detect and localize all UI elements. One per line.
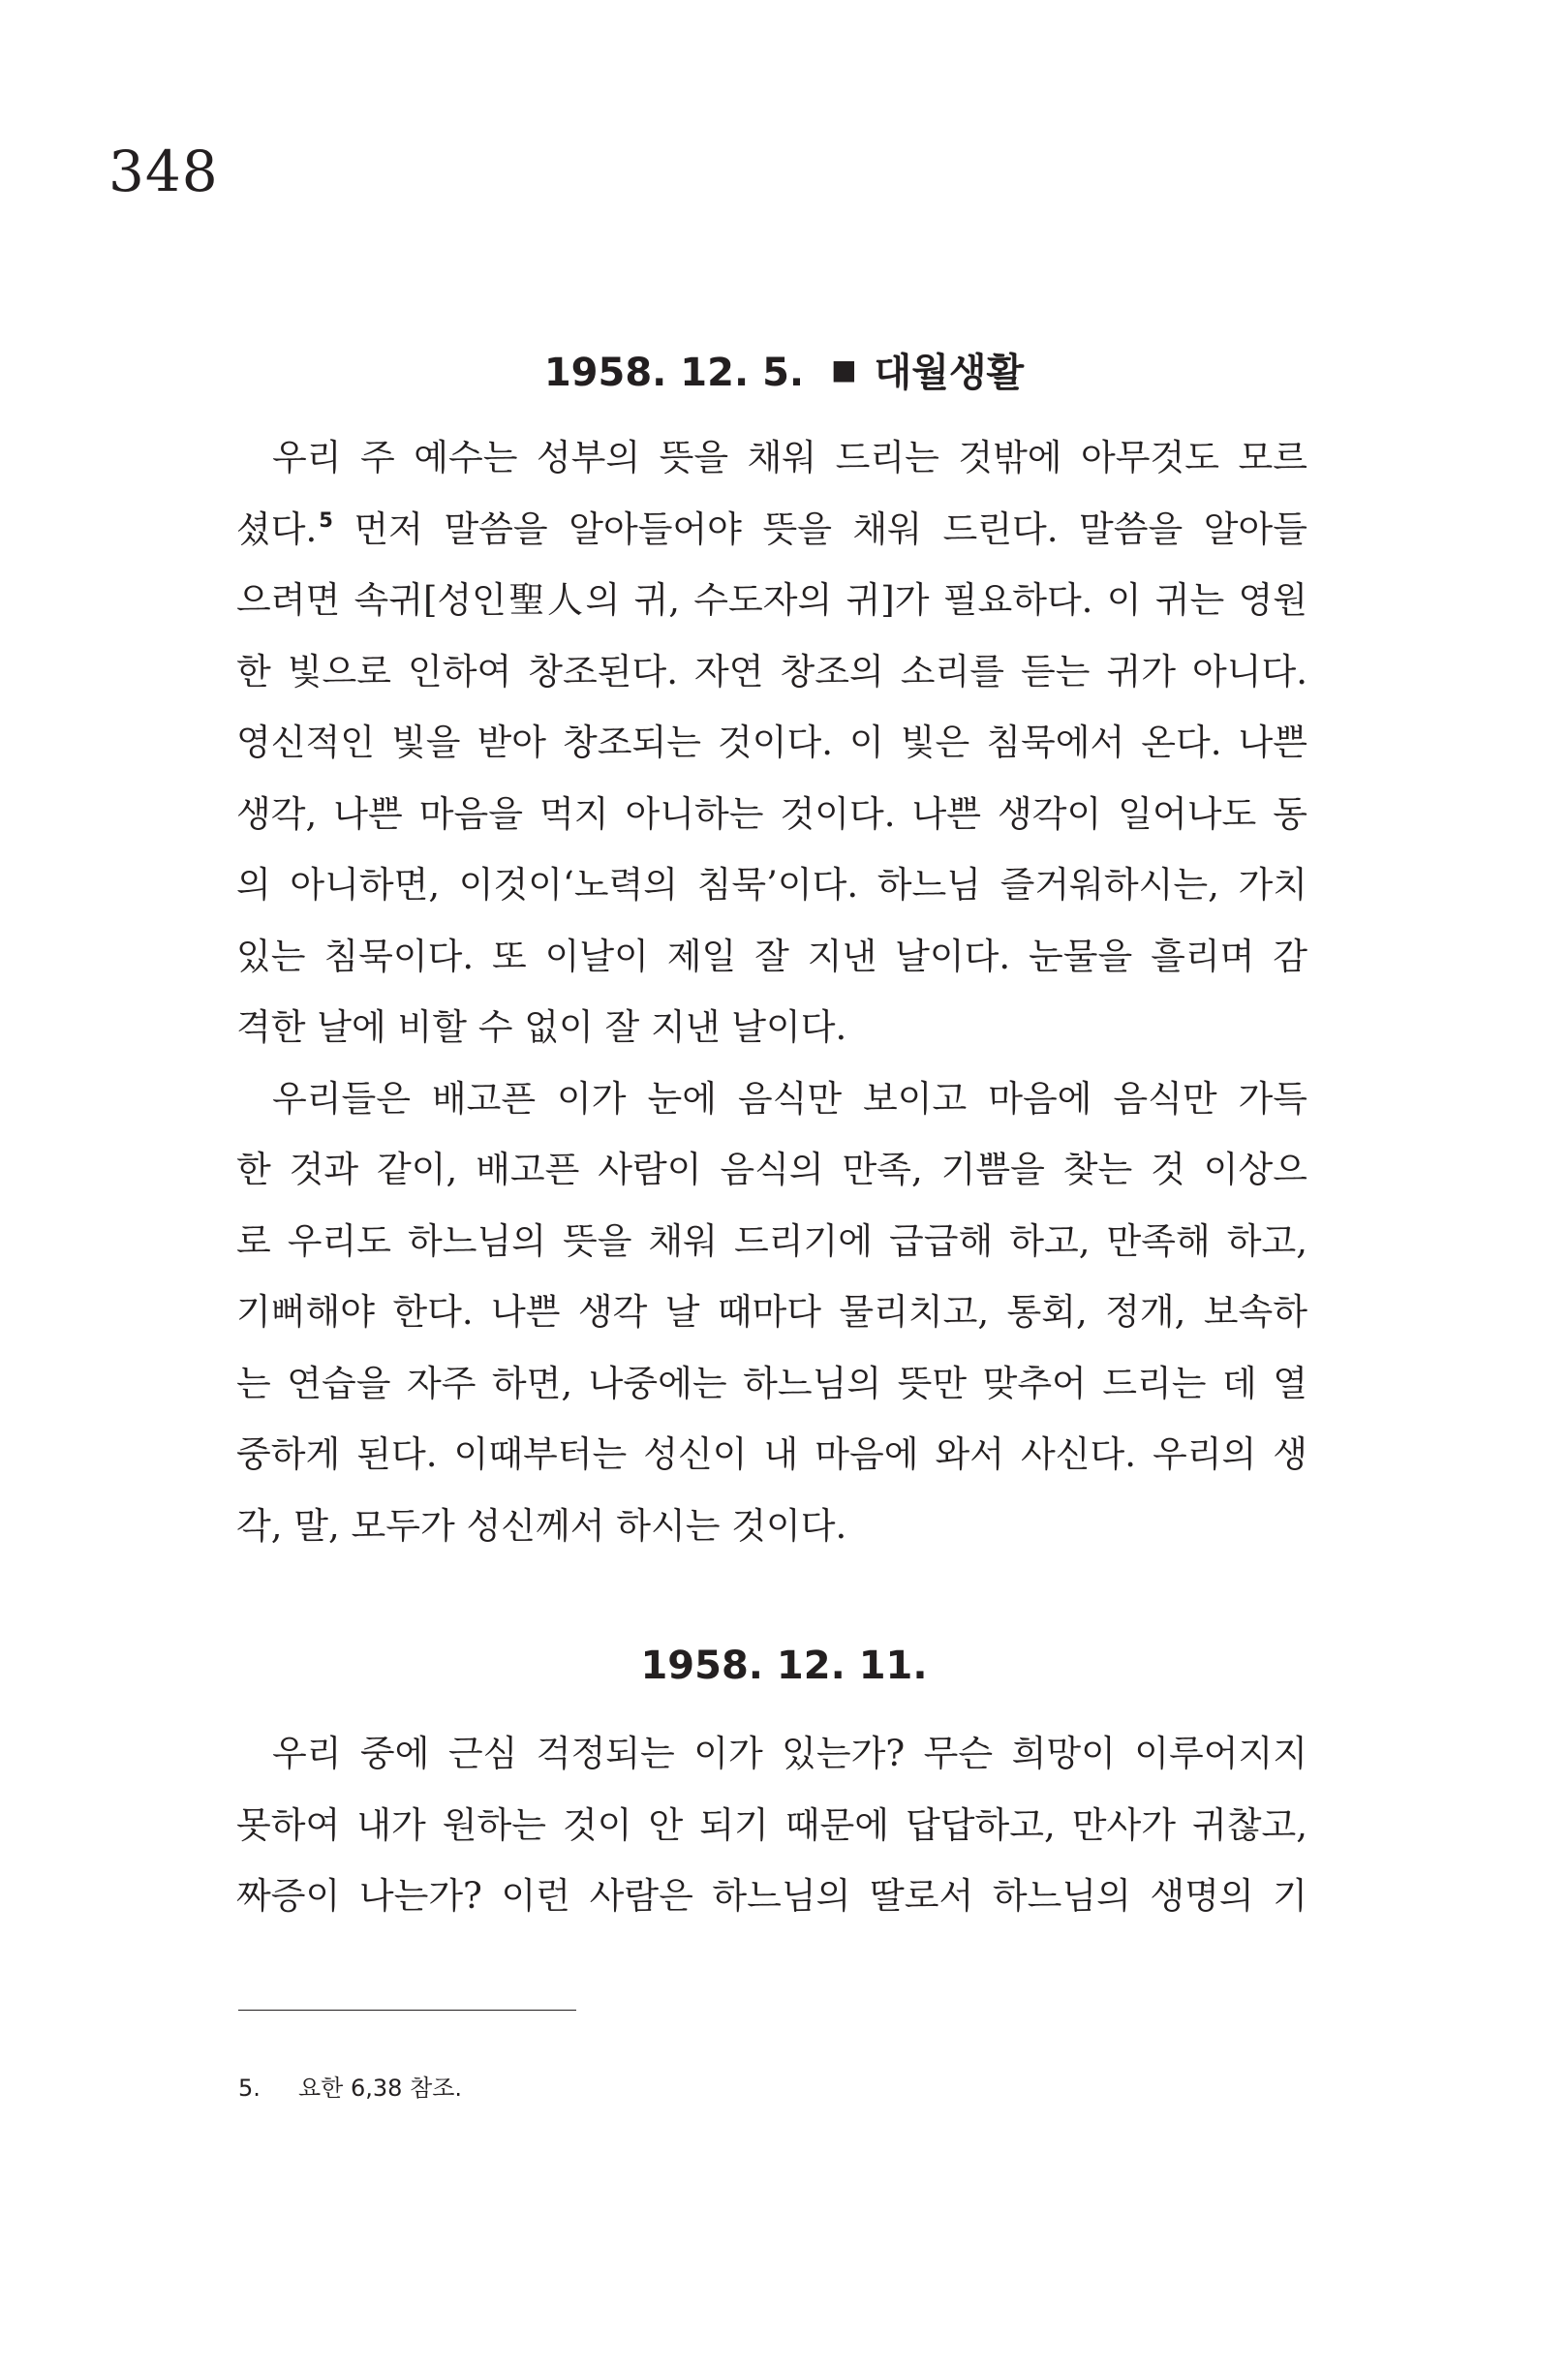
text-line: 영신적인 빛을 받아 창조되는 것이다. 이 빛은 침묵에서 온다. 나쁜 <box>236 722 1307 763</box>
text-line: 는 연습을 자주 하면, 나중에는 하느님의 뜻만 맞추어 드리는 데 열 <box>236 1362 1307 1404</box>
entry-heading <box>0 351 1568 395</box>
text-line: 짜증이 나는가? 이런 사람은 하느님의 딸로서 하느님의 생명의 기 <box>236 1875 1307 1917</box>
entry-heading <box>0 1644 1568 1688</box>
text-line: 중하게 된다. 이때부터는 성신이 내 마음에 와서 사신다. 우리의 생 <box>236 1433 1307 1475</box>
footnote-divider <box>238 2010 576 2011</box>
footnote-number: 5. <box>238 2075 261 2102</box>
text-line: 못하여 내가 원하는 것이 안 되기 때문에 답답하고, 만사가 귀찮고, <box>236 1803 1307 1846</box>
footnote-reference[interactable]: 5 <box>319 507 333 532</box>
text-line: 우리들은 배고픈 이가 눈에 음식만 보이고 마음에 음식만 가득 <box>272 1077 1307 1120</box>
text-line: 한 것과 같이, 배고픈 사람이 음식의 만족, 기쁨을 찾는 것 이상으 <box>236 1149 1307 1190</box>
entry-subtitle: 대월생활 <box>874 351 1025 395</box>
footnote-text: 요한 6,38 참조. <box>298 2075 463 2102</box>
text-line: 의 아니하면, 이것이‘노력의 침묵’이다. 하느님 즐거워하시는, 가치 <box>236 864 1307 906</box>
text-line: 한 빛으로 인하여 창조된다. 자연 창조의 소리를 듣는 귀가 아니다. <box>236 650 1307 692</box>
text-line: 생각, 나쁜 마음을 먹지 아니하는 것이다. 나쁜 생각이 일어나도 동 <box>236 792 1307 835</box>
entry-date: 1958. 12. 11. <box>640 1644 928 1688</box>
page-number: 348 <box>108 138 219 204</box>
entry-body <box>236 422 1307 1561</box>
footnote <box>238 2076 462 2100</box>
text-line: 기뻐해야 한다. 나쁜 생각 날 때마다 물리치고, 통회, 정개, 보속하 <box>236 1291 1307 1333</box>
text-line: 으려면 속귀[성인聖人의 귀, 수도자의 귀]가 필요하다. 이 귀는 영원 <box>236 579 1307 621</box>
entry-date: 1958. 12. 5. <box>543 351 805 395</box>
entry-body <box>236 1718 1307 1932</box>
text-line: 격한 날에 비할 수 없이 잘 지낸 날이다. <box>236 1006 847 1048</box>
text-line: 있는 침묵이다. 또 이날이 제일 잘 지낸 날이다. 눈물을 흘리며 감 <box>236 935 1307 977</box>
square-bullet-icon: ■ <box>831 354 857 385</box>
text-line: 각, 말, 모두가 성신께서 하시는 것이다. <box>236 1504 847 1547</box>
text-line: 우리 중에 근심 걱정되는 이가 있는가? 무슨 희망이 이루어지지 <box>272 1733 1307 1774</box>
text-line: 셨다.$^5$ 먼저 말씀을 알아들어야 뜻을 채워 드린다. 말씀을 알아들 <box>236 507 1308 550</box>
text-line: 로 우리도 하느님의 뜻을 채워 드리기에 급급해 하고, 만족해 하고, <box>236 1219 1307 1262</box>
text-line: 우리 주 예수는 성부의 뜻을 채워 드리는 것밖에 아무것도 모르 <box>272 437 1307 478</box>
